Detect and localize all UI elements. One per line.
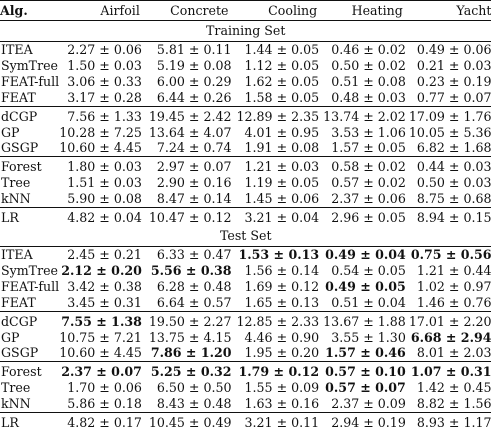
metric-cell: 2.94 ± 0.19 [323,413,409,431]
metric-cell: 1.62 ± 0.05 [244,73,320,89]
table-row [0,396,491,412]
metric-cell: 1.51 ± 0.03 [67,175,142,191]
table-row [0,295,491,311]
algorithm-name: FEAT-full [1,73,60,89]
metric-cell: 5.19 ± 0.08 [156,57,232,73]
metric-cell: 10.60 ± 4.45 [59,345,142,361]
table-row [0,246,491,262]
algorithm-name: dCGP [0,106,59,124]
metric-cell: 5.90 ± 0.08 [67,191,142,207]
metric-cell: 1.95 ± 0.20 [244,345,320,361]
metric-cell: 17.09 ± 1.76 [409,106,491,124]
metric-cell: 0.49 ± 0.05 [325,278,406,294]
metric-cell: 2.12 ± 0.20 [61,262,142,278]
metric-cell: 13.64 ± 4.07 [148,124,232,140]
algorithm-name: kNN [1,191,31,207]
metric-cell: 0.54 ± 0.05 [331,262,406,278]
metric-cell: 8.75 ± 0.68 [416,191,491,207]
metric-cell: 3.21 ± 0.11 [237,413,324,431]
section-title: Training Set [0,21,491,42]
metric-cell: 3.53 ± 1.06 [331,124,406,140]
metric-cell: 8.94 ± 0.15 [409,208,491,226]
metric-cell: 3.55 ± 1.30 [331,329,406,345]
algorithm-name: ITEA [1,42,33,57]
algorithm-name: LR [0,208,59,226]
metric-cell: 0.77 ± 0.07 [416,89,491,105]
column-header-airfoil: Airfoil [59,1,149,21]
algorithm-name: dCGP [0,311,59,329]
table-row [0,140,491,156]
metric-cell: 7.56 ± 1.33 [59,106,149,124]
metric-cell: 3.42 ± 0.38 [67,278,142,294]
metric-cell: 1.58 ± 0.05 [244,89,320,105]
algorithm-name: FEAT [1,294,36,310]
table-row [0,311,491,329]
table-row [0,279,491,295]
metric-cell: 2.27 ± 0.06 [67,42,142,57]
metric-cell: 1.45 ± 0.06 [244,191,320,207]
metric-cell: 8.47 ± 0.14 [156,191,232,207]
table-row [0,90,491,106]
column-header-yacht: Yacht [409,1,491,21]
metric-cell: 0.57 ± 0.10 [323,362,409,380]
metric-cell: 6.00 ± 0.29 [156,73,232,89]
metric-cell: 10.60 ± 4.45 [59,140,142,156]
algorithm-name: FEAT [1,89,36,105]
metric-cell: 8.01 ± 2.03 [416,345,491,361]
section-header-row [0,21,491,42]
table-row [0,191,491,207]
metric-cell: 0.49 ± 0.06 [416,42,491,57]
algorithm-name: GP [1,329,20,345]
metric-cell: 0.50 ± 0.03 [416,175,491,191]
metric-cell: 4.01 ± 0.95 [244,124,320,140]
metric-cell: 3.17 ± 0.28 [67,89,142,105]
algorithm-name: Tree [1,380,31,396]
metric-cell: 1.02 ± 0.97 [416,278,491,294]
header-row [0,1,491,21]
metric-cell: 0.23 ± 0.19 [416,73,491,89]
metric-cell: 1.79 ± 0.12 [237,362,324,380]
metric-cell: 0.49 ± 0.04 [325,246,406,262]
column-header-cooling: Cooling [237,1,324,21]
metric-cell: 0.57 ± 0.02 [331,175,406,191]
metric-cell: 10.45 ± 0.49 [149,413,237,431]
metric-cell: 0.51 ± 0.04 [331,294,406,310]
metric-cell: 1.07 ± 0.31 [409,362,491,380]
metric-cell: 13.67 ± 1.88 [323,311,409,329]
metric-cell: 1.21 ± 0.44 [416,262,491,278]
algorithm-name: Tree [1,175,31,191]
metric-cell: 1.46 ± 0.76 [416,294,491,310]
metric-cell: 1.69 ± 0.12 [244,278,320,294]
table-row [0,362,491,380]
section-title: Test Set [0,226,491,247]
table-row [0,125,491,141]
metric-cell: 17.01 ± 2.20 [409,311,491,329]
metric-cell: 10.28 ± 7.25 [59,124,142,140]
algorithm-name: LR [0,413,59,431]
metric-cell: 6.64 ± 0.57 [156,294,232,310]
metric-cell: 0.21 ± 0.03 [416,57,491,73]
metric-cell: 1.50 ± 0.03 [67,57,142,73]
table-row [0,42,491,58]
table-row [0,380,491,396]
metric-cell: 5.25 ± 0.32 [149,362,237,380]
metric-cell: 2.37 ± 0.06 [331,191,406,207]
metric-cell: 6.44 ± 0.26 [156,89,232,105]
metric-cell: 2.37 ± 0.07 [59,362,149,380]
metric-cell: 7.86 ± 1.20 [150,345,232,361]
table-row [0,157,491,175]
metric-cell: 1.12 ± 0.05 [244,57,320,73]
metric-cell: 8.43 ± 0.48 [156,396,232,412]
metric-cell: 2.97 ± 0.07 [149,157,237,175]
metric-cell: 5.56 ± 0.38 [150,262,232,278]
table-row [0,345,491,361]
metric-cell: 2.90 ± 0.16 [156,175,232,191]
metric-cell: 8.82 ± 1.56 [416,396,491,412]
metric-cell: 1.70 ± 0.06 [67,380,142,396]
algorithm-name: Forest [0,362,59,380]
metric-cell: 1.21 ± 0.03 [237,157,324,175]
metric-cell: 1.57 ± 0.46 [325,345,406,361]
metric-cell: 6.50 ± 0.50 [156,380,232,396]
metric-cell: 6.68 ± 2.94 [410,329,491,345]
metric-cell: 1.56 ± 0.14 [244,262,320,278]
metric-cell: 0.75 ± 0.56 [410,246,491,262]
metric-cell: 10.47 ± 0.12 [149,208,237,226]
metric-cell: 3.21 ± 0.04 [237,208,324,226]
metric-cell: 1.63 ± 0.16 [244,396,320,412]
algorithm-name: FEAT-full [1,278,60,294]
table-row [0,208,491,226]
metric-cell: 10.75 ± 7.21 [59,329,142,345]
metric-cell: 2.45 ± 0.21 [67,246,142,262]
metric-cell: 0.51 ± 0.08 [331,73,406,89]
metric-cell: 4.82 ± 0.04 [59,208,149,226]
metric-cell: 12.85 ± 2.33 [237,311,324,329]
table-row [0,263,491,279]
metric-cell: 3.45 ± 0.31 [67,294,142,310]
metric-cell: 1.65 ± 0.13 [244,294,320,310]
metric-cell: 1.55 ± 0.09 [244,380,320,396]
metric-cell: 1.57 ± 0.05 [331,140,406,156]
algorithm-name: kNN [1,396,31,412]
metric-cell: 5.86 ± 0.18 [67,396,142,412]
metric-cell: 6.33 ± 0.47 [156,246,232,262]
metric-cell: 1.44 ± 0.05 [244,42,320,57]
algorithm-name: Forest [0,157,59,175]
metric-cell: 13.75 ± 4.15 [148,329,232,345]
metric-cell: 8.93 ± 1.17 [409,413,491,431]
metric-cell: 6.28 ± 0.48 [156,278,232,294]
table-row [0,413,491,431]
table-row [0,106,491,124]
metric-cell: 1.19 ± 0.05 [244,175,320,191]
algorithm-name: SymTree [1,57,59,73]
metric-cell: 5.81 ± 0.11 [156,42,232,57]
metric-cell: 0.48 ± 0.03 [331,89,406,105]
metric-cell: 1.80 ± 0.03 [59,157,149,175]
metric-cell: 1.42 ± 0.45 [416,380,491,396]
metric-cell: 19.45 ± 2.42 [149,106,237,124]
metric-cell: 0.50 ± 0.02 [331,57,406,73]
algorithm-name: SymTree [1,262,59,278]
algorithm-name: GSGP [1,345,39,361]
column-header-alg: Alg. [0,1,59,21]
metric-cell: 6.82 ± 1.68 [416,140,491,156]
table-row [0,74,491,90]
section-header-row [0,226,491,247]
metric-cell: 0.44 ± 0.03 [409,157,491,175]
metric-cell: 1.91 ± 0.08 [244,140,320,156]
metric-cell: 12.89 ± 2.35 [237,106,324,124]
table-row [0,175,491,191]
metric-cell: 0.57 ± 0.07 [325,380,406,396]
column-header-concrete: Concrete [149,1,237,21]
column-header-heating: Heating [323,1,409,21]
algorithm-name: GP [1,124,20,140]
metric-cell: 2.37 ± 0.09 [331,396,406,412]
algorithm-name: ITEA [1,246,33,262]
metric-cell: 0.58 ± 0.02 [323,157,409,175]
metric-cell: 19.50 ± 2.27 [149,311,237,329]
algorithm-name: GSGP [1,140,39,156]
metric-cell: 4.46 ± 0.90 [244,329,320,345]
metric-cell: 7.24 ± 0.74 [156,140,232,156]
metric-cell: 3.06 ± 0.33 [67,73,142,89]
metric-cell: 13.74 ± 2.02 [323,106,409,124]
table-row [0,58,491,74]
metric-cell: 2.96 ± 0.05 [323,208,409,226]
metric-cell: 4.82 ± 0.17 [59,413,149,431]
metric-cell: 7.55 ± 1.38 [59,311,149,329]
metric-cell: 1.53 ± 0.13 [238,246,320,262]
table-row [0,330,491,346]
metric-cell: 10.05 ± 5.36 [408,124,491,140]
metric-cell: 0.46 ± 0.02 [331,42,406,57]
